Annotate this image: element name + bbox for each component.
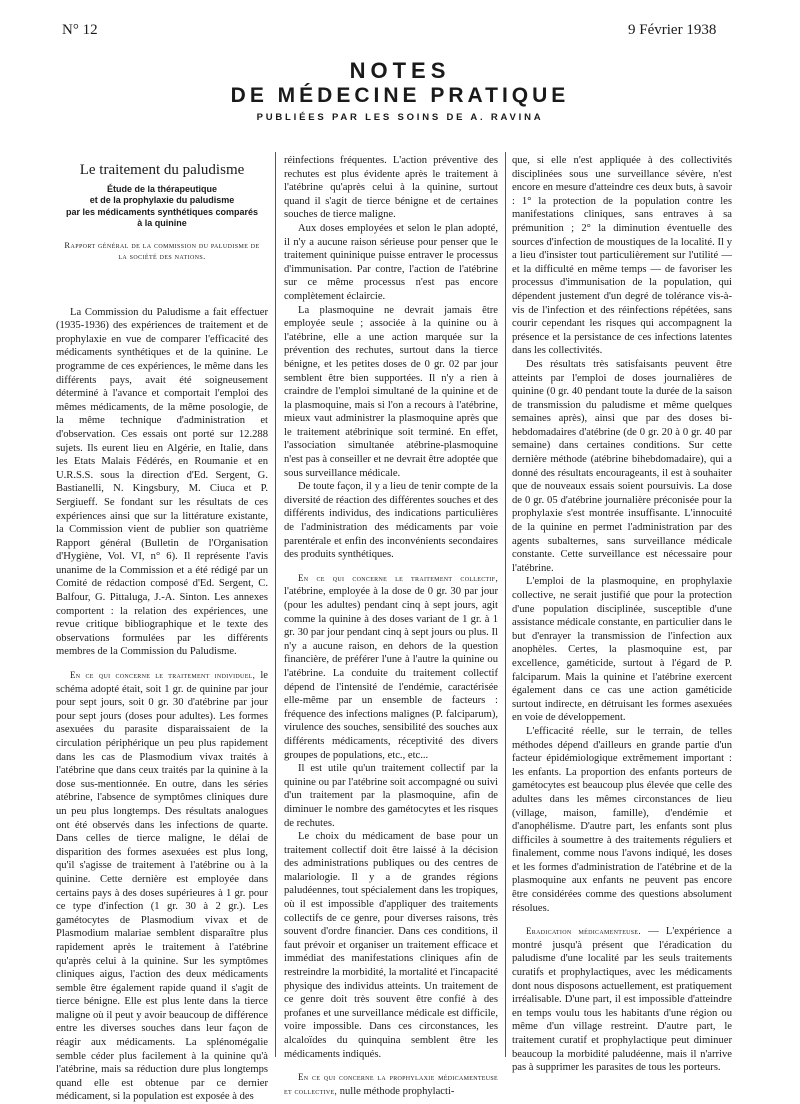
article-subtitle-4: à la quinine [137, 218, 187, 229]
paragraph: De toute façon, il y a lieu de tenir compte de la diversité de réaction des différentes souches et des différents individus, des indications particulières de l'administration des médicaments par voie parentérale et enfin des inconvénients secondaires des produits synthétiques. [284, 481, 498, 561]
paragraph-body: l'atébrine, employée à la dose de 0 gr. 30 par jour (pour les adultes) pendant cinq à sept jours, agit comme la quinine à des doses variant de 1 gr. à 1 gr. 30 par jour pendant cinq à sept jours ou plus. Il n'y a aucune raison, en dehors de la question financière, de préférer l'une à l'autre la quinine ou l'atébrine. La conduite du traitement collectif dépend de l'intensité de l'endémie, caractérisée elle-même par un ensemble de facteurs : fréquence des infections malignes (P. falciparum), virulence des souches, sensibilité des souches aux différents médicaments, réceptivité des divers groupes de populations, etc., etc... [284, 586, 498, 761]
paragraph: La plasmoquine ne devrait jamais être employée seule ; associée à la quinine ou à l'atébrine, elle a une action marquée sur la prévention des rechutes, surtout dans la tierce bénigne, et les petites doses de 0 gr. 02 par jour semblent être bien supportées. Il n'y a rien à craindre de l'emploi simultané de la quinine et de la plasmoquine, mais si l'on a recours à l'atébrine, mieux vaut administrer la plasmoquine après que le traitement atébrinique soit terminé. En effet, l'association simultanée atébrine-plasmoquine n'est pas à conseiller et ne devrait être adoptée que sous surveillance médicale. [284, 304, 498, 479]
section-lead: Eradication médicamenteuse. [526, 926, 641, 937]
paragraph: Des résultats très satisfaisants peuvent être atteints par l'emploi de doses journalières de quinine (0 gr. 40 pendant toute la durée de la saison de transmission du paludisme et même quelques semaines après), ainsi que par des doses bi-hebdomadaires d'atébrine (de 0 gr. 20 à 0 gr. 40 par semaine) dans certaines conditions. Sur cette dernière méthode (atébrine bihebdomadaire), qui a donné des résultats encourageants, il est à souhaiter que de nouveaux essais soient poursuivis. La dose de 0 gr. 05 d'atébrine journalière préconisée pour la prophylaxie s'est montrée insuffisante. L'innocuité de la quinine en permet l'administration par des agents subalternes, sans surveillance médicale constante. Cette surveillance est nécessaire pour l'atébrine. [512, 358, 732, 574]
section-lead: En ce qui concerne le traitement collectif, [298, 572, 498, 583]
paragraph: réinfections fréquentes. L'action préventive des rechutes est plus évidente après le traitement à l'atébrine qu'après celui à la quinine, surtout quand il s'agit de tierce bénigne et de certaines souches de tierce maligne. [284, 155, 498, 221]
paragraph [56, 669, 268, 1104]
section-lead: En ce qui concerne la prophylaxie médicamenteuse et collective, [284, 1072, 498, 1096]
paragraph [512, 925, 732, 1075]
article-title: Le traitement du paludisme [79, 162, 245, 178]
section-lead: En ce qui concerne le traitement individuel, [70, 670, 256, 681]
column-2 [284, 154, 498, 1098]
issue-number: N° 12 [62, 22, 98, 38]
paragraph: que, si elle n'est appliquée à des collectivités disciplinées sous une surveillance sévère, n'est encore en mesure d'atteindre ces deux buts, à savoir : 1° la protection de la population contre les manifestations cliniques, sans entraves à sa prémunition ; 2° la diminution éventuelle des sources d'infection de moustiques de la localité. Il y a lieu d'insister tout particulièrement sur l'utilité — et la difficulté en même temps — de favoriser les processus d'immunisation de la population, qui dépendent justement d'un degré de tolérance vis-à-vis de l'infection et des réinfections répétées, sans courir cependant les risques qui accompagnent la présence et la persistance de ces infections latentes dans les collectivités. [512, 155, 732, 357]
column-divider [505, 152, 506, 1057]
paragraph-body: — L'expérience a montré jusqu'à présent que l'éradication du paludisme d'une localité par les seuls traitements curatifs et prophylactiques, avec les médicaments dont nous disposons actuellement, est pratiquement irréalisable. D'une part, il est impossible d'atteindre en temps voulu tous les habitants d'une région ou même d'un village restreint. D'autre part, le traitement curatif et prophylactique peut diminuer beaucoup la morbidité paludéenne, mais il n'arrive pas à supprimer les parasites de tous les porteurs. [512, 926, 732, 1074]
article-subtitle-2: et de la prophylaxie du paludisme [89, 195, 235, 206]
masthead-title-line1: NOTES [349, 58, 451, 83]
paragraph [284, 1071, 498, 1098]
paragraph [284, 572, 498, 762]
column-1 [56, 154, 268, 1104]
paragraph: Le choix du médicament de base pour un traitement collectif doit être laissé à la décision des administrations publiques ou des centres de malariologie. Il y a de grandes régions paludéennes, tout spécialement dans les tropiques, où il est impossible d'appliquer des traitements collectifs de ce genre, pour diverses raisons, très souvent d'ordre financier. Dans ces conditions, il faut prévoir et organiser un traitement efficace et immédiat des manifestations cliniques afin de restreindre la morbidité, la mortalité et l'incapacité physique des individus atteints. Un traitement de ce genre doit très souvent être confié à des profanes et une surveillance médicale est difficile, voire impossible. Dans ces circonstances, les alcaloïdes du quinquina semblent être les médicaments indiqués. [284, 831, 498, 1060]
issue-date: 9 Février 1938 [628, 22, 717, 38]
masthead-title-line2: DE MÉDECINE PRATIQUE [230, 84, 570, 107]
masthead-subtitle: PUBLIÉES PAR LES SOINS DE A. RAVINA [256, 112, 544, 123]
paragraph-body: nulle méthode prophylacti- [339, 1085, 455, 1097]
paragraph: La Commission du Paludisme a fait effectuer (1935-1936) des expériences de traitement et de prophylaxie en vue de comparer l'efficacité des médicaments synthétiques et de la quinine. Le programme de ces expériences, le même dans les différents pays, avait été soigneusement déterminé à l'avance et comportait l'emploi des mêmes médicaments, de la même posologie, de la même technique d'administration et d'observation. Ces essais ont porté sur 12.288 sujets. Ils eurent lieu en Algérie, en Italie, dans les Etats Malais Fédérés, en Roumanie et en U.R.S.S. sous la direction d'Ed. Sergent, G. Bastianelli, N. Kingsbury, M. Ciuca et P. Sergiueff. Se fondant sur les résultats de ces expériences ainsi que sur la littérature existante, la Commission vient de publier son quatrième Rapport général (Bulletin de l'Organisation d'Hygiène, Vol. VI, n° 6). Il représente l'avis unanime de la Commission et a été rédigé par un Comité de rédaction composé d'Ed. Sergent, C. Balfour, G. Pittaluga, J.-A. Sinton. Les annexes comportent : la relation des expériences, une revue critique bibliographique et le texte des observations formulées par les différents membres de la Commission du Paludisme. [56, 306, 268, 658]
paragraph-body: le schéma adopté était, soit 1 gr. de quinine par jour pour sept jours, soit 0 gr. 30 d'atébrine par jour pour sept jours (doses pour adultes). Les formes asexuées du parasite disparaissaient de la circulation périphérique un peu plus rapidement dans les cas de Plasmodium vivax traités à l'atébrine que dans ceux traités par la quinine à la dose sus-mentionnée. En outre, dans les séries atébrine, l'absence de symptômes cliniques dure un peu plus longtemps. Des résultats analogues ont été observés dans les infections de quarte. Dans celles de tierce maligne, le délai de disparition des formes asexuées est plus long, qu'il s'agisse de traitement à l'atébrine ou à la quinine. Cette dernière est employée dans certains pays à des doses supérieures à 1 gr. pour ce type d'infection (1 gr. 30 à 2 gr.). Les gamétocytes de Plasmodium vivax et de Plasmodium malariae semblent disparaître plus rapidement après le traitement à l'atébrine qu'après celui à la quinine. Sur les symptômes cliniques aigus, l'action des deux médicaments semble être également rapide quand il s'agit de tierce bénigne. Elle est plus lente dans la tierce maligne où il peut y avoir beaucoup de différence entre les diverses souches dans leur façon de réagir aux médicaments. La splénomégalie semble céder plus facilement à la quinine qu'à l'atébrine, mais sa réduction dure plus longtemps quand elle est obtenue par ce dernier médicament, si la population est exposée à des [56, 670, 268, 1103]
paragraph: L'efficacité réelle, sur le terrain, de telles méthodes dépend d'ailleurs en grande partie d'un facteur épidémiologique extrêmement important : les enfants. La proportion des enfants porteurs de gamétocytes est beaucoup plus élevée que celle des adultes dans les mêmes circonstances de lieu (village, maison, famille), d'endémie et d'anophélisme. D'autre part, les enfants sont plus difficiles à soumettre à des traitements réguliers et finalement, comme nous l'avons indiqué, les doses et les formes d'administration de l'atébrine et de la plasmoquine aux enfants ne peuvent pas encore être considérées comme des questions absolument résolues. [512, 725, 732, 914]
paragraph: L'emploi de la plasmoquine, en prophylaxie collective, ne serait justifié que pour la protection d'une population disciplinée, susceptible d'une assistance médicale constante, en particulier dans le but d'enrayer la transmission de l'infection aux anophèles. Certes, la plasmoquine est, par excellence, gaméticide, surtout à l'égard de P. falciparum. Mais la quinine et l'atébrine exercent également dans ce cas une action gaméticide surtout indirecte, en détruisant les formes asexuées en voie de développement. [512, 576, 732, 724]
column-divider [275, 152, 276, 1057]
column-3 [512, 154, 732, 1075]
paragraph: Aux doses employées et selon le plan adopté, il n'y a aucune raison sérieuse pour penser que le traitement quininique puisse entraver le processus d'immunisation. Par contre, l'action de l'atébrine sur ce même processus n'est pas encore complètement éclaircie. [284, 222, 498, 302]
paragraph: Il est utile qu'un traitement collectif par la quinine ou par l'atébrine soit accompagné ou suivi d'un traitement par la plasmoquine, afin de diminuer le nombre des gamétocytes et les risques de rechutes. [284, 763, 498, 829]
report-source: Rapport général de la commission du paludisme de la société des nations. [64, 239, 260, 261]
article-subtitle-3: par les médicaments synthétiques comparés [65, 206, 259, 217]
article-subtitle-1: Étude de la thérapeutique [106, 183, 218, 194]
